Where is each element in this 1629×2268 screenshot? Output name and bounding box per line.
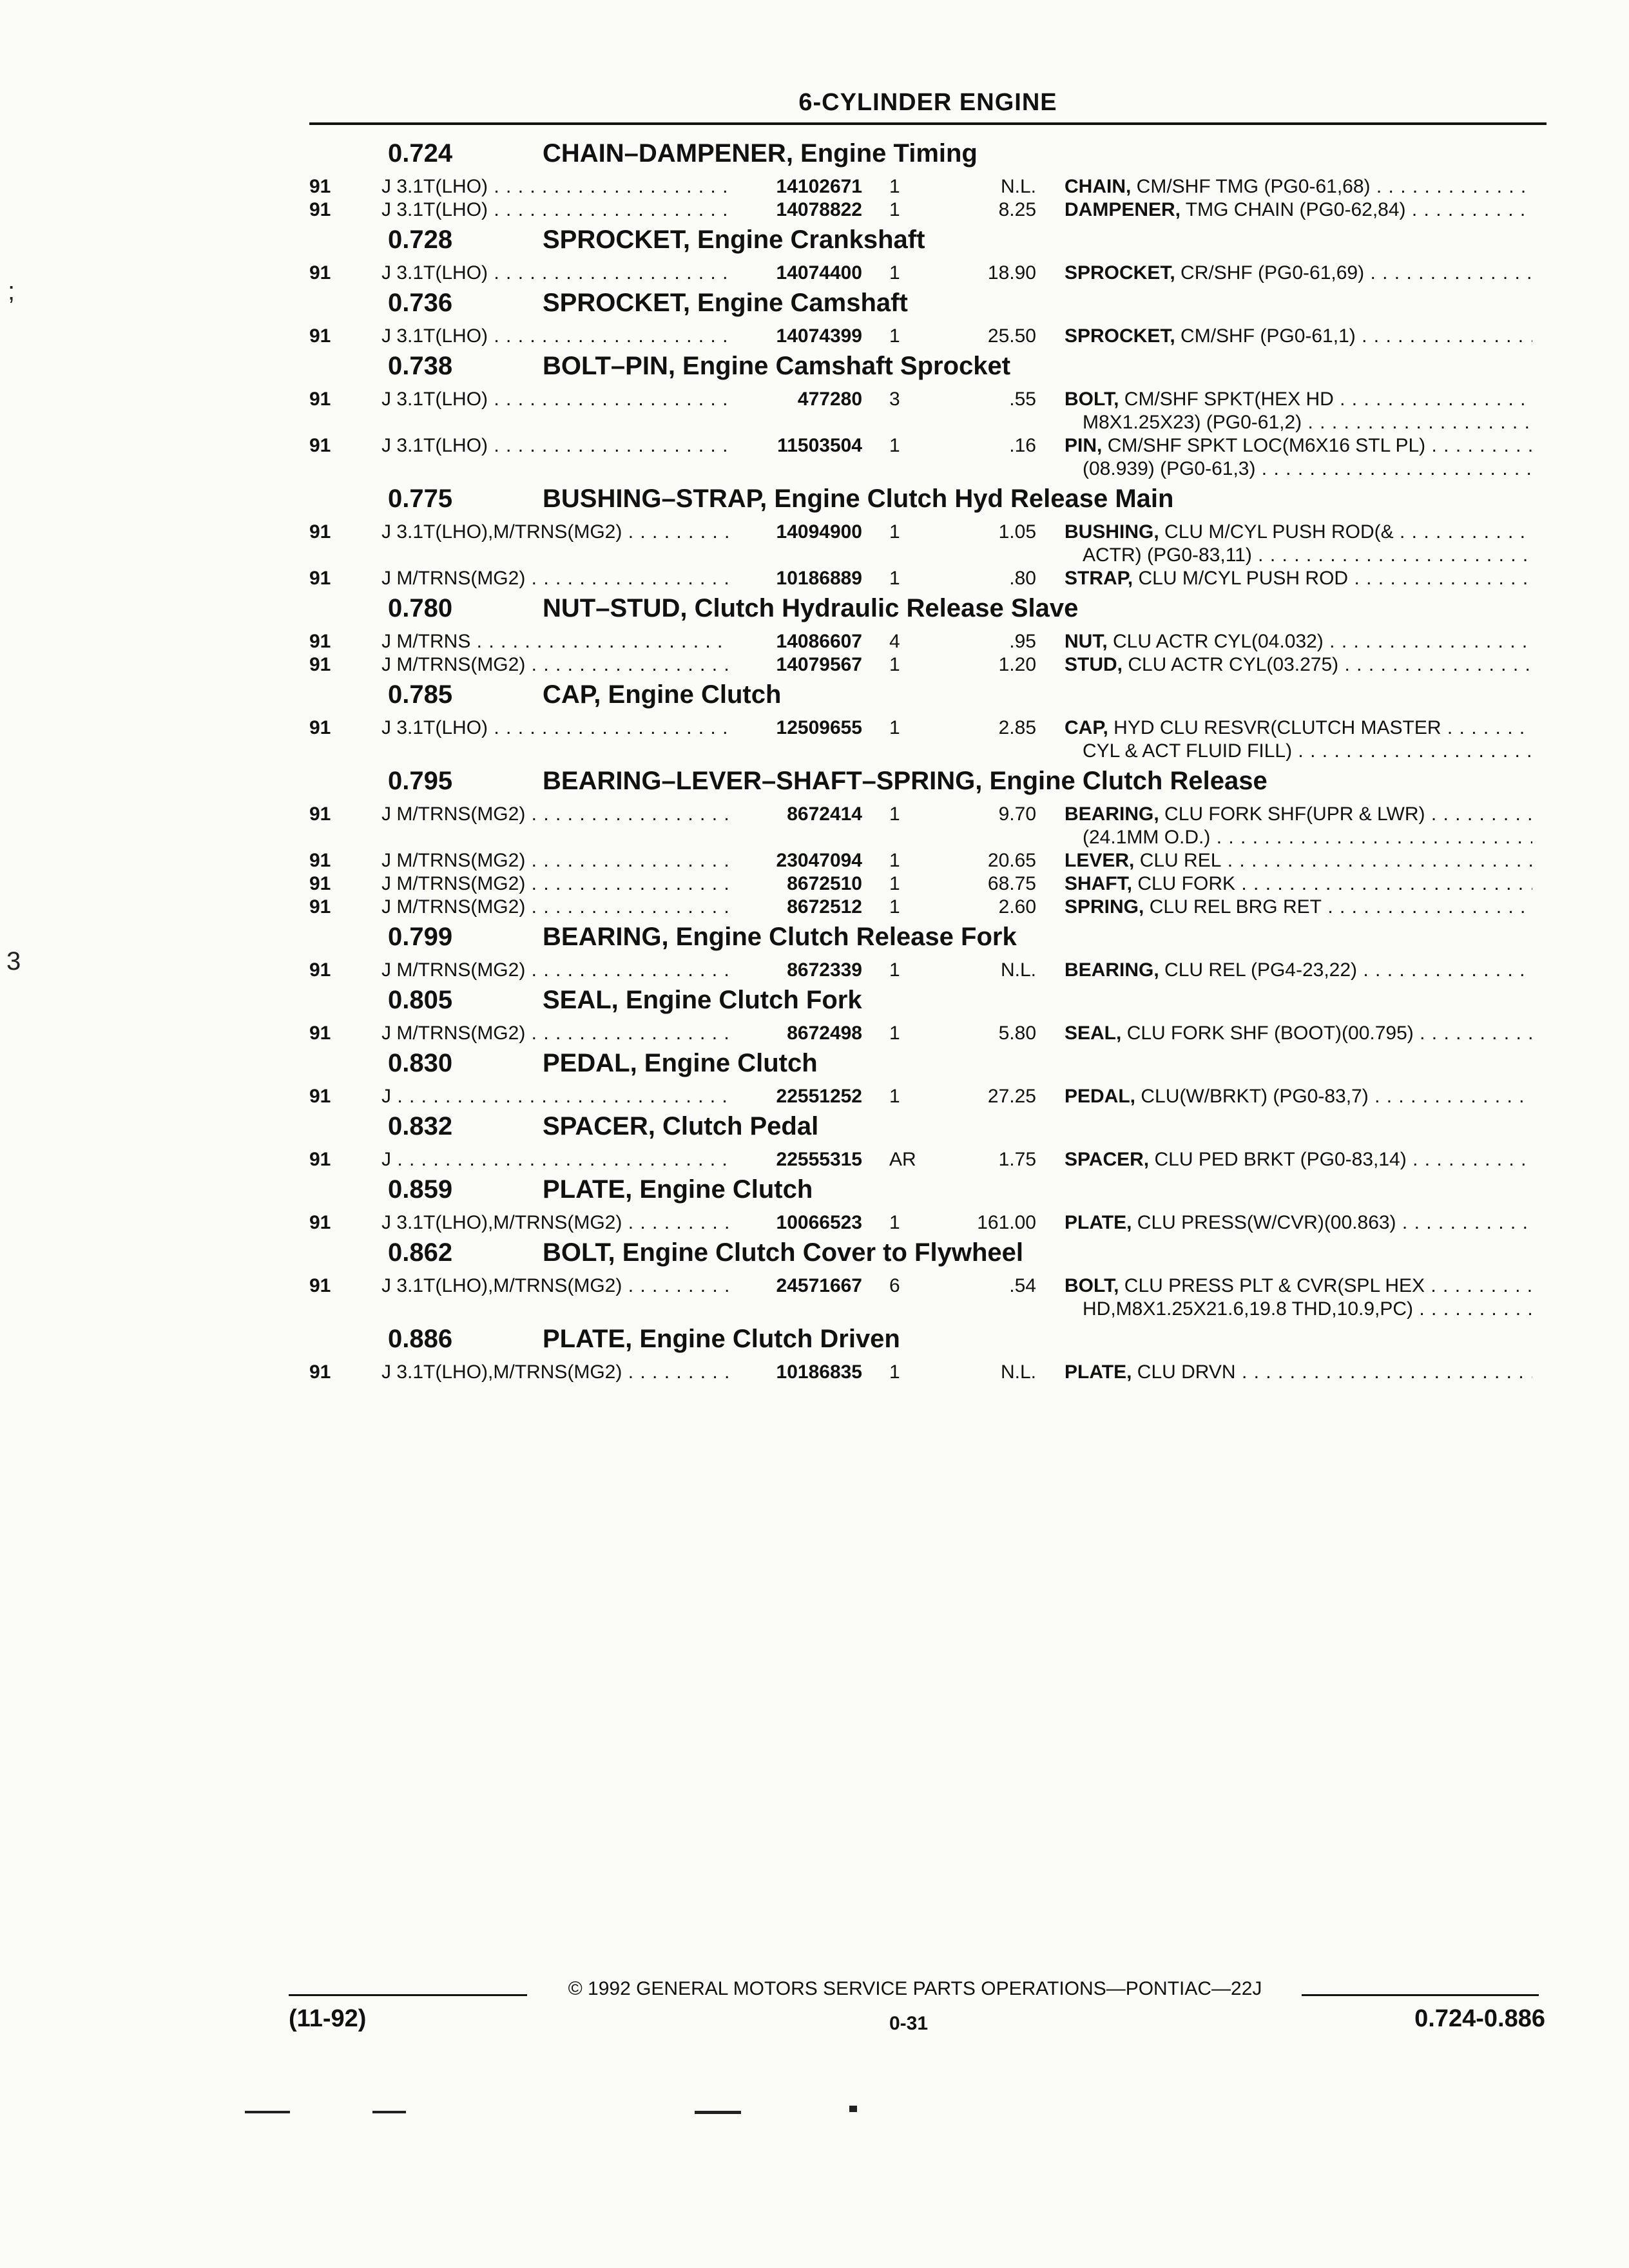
section-title: CHAIN–DAMPENER, Engine Timing: [543, 139, 978, 168]
description-continuation: M8X1.25X23) (PG0-61,2) . . .: [0, 411, 1629, 434]
part-description: STRAP, CLU M/CYL PUSH ROD . . .: [1065, 567, 1532, 590]
quantity: 1: [889, 850, 900, 871]
model-applicability: J 3.1T(LHO),M/TRNS(MG2) . . .: [381, 1361, 729, 1384]
part-row: [0, 849, 1629, 872]
price: 68.75: [987, 873, 1036, 894]
model-applicability: J M/TRNS(MG2) . . .: [381, 1022, 729, 1045]
part-number: 8672414: [780, 803, 862, 826]
catalog-section: [0, 1236, 1629, 1321]
parts-list: [0, 137, 1629, 1385]
scan-artifact: [372, 2111, 406, 2113]
part-row: [0, 896, 1629, 919]
part-description: NUT, CLU ACTR CYL(04.032) . . .: [1065, 630, 1532, 653]
section-number: 0.886: [388, 1325, 453, 1353]
part-number: 14079567: [770, 653, 862, 677]
part-description: LEVER, CLU REL . . .: [1065, 849, 1532, 872]
price: 2.60: [998, 896, 1036, 918]
model-applicability: J . . .: [381, 1148, 729, 1171]
model-applicability: J M/TRNS(MG2) . . .: [381, 803, 729, 826]
part-number: 477280: [791, 388, 862, 411]
part-description: SPACER, CLU PED BRKT (PG0-83,14) . . .: [1065, 1148, 1532, 1171]
model-year: 91: [309, 654, 331, 675]
model-applicability: J M/TRNS(MG2) . . .: [381, 896, 729, 919]
catalog-section: [0, 1173, 1629, 1235]
price: N.L.: [1000, 959, 1036, 981]
scan-artifact: [245, 2111, 290, 2113]
part-description: PIN, CM/SHF SPKT LOC(M6X16 STL PL) . . .: [1065, 434, 1532, 457]
header-rule: [309, 122, 1547, 125]
footer-rule-right: [1302, 1994, 1539, 1996]
footer-rule-left: [289, 1994, 527, 1996]
part-number: 14086607: [770, 630, 862, 653]
section-title: NUT–STUD, Clutch Hydraulic Release Slave: [543, 594, 1079, 622]
quantity: AR: [889, 1149, 916, 1170]
quantity: 3: [889, 389, 900, 410]
model-applicability: J 3.1T(LHO),M/TRNS(MG2) . . .: [381, 1211, 729, 1235]
price: 1.05: [998, 521, 1036, 543]
section-heading: [0, 764, 1629, 803]
section-heading: [0, 678, 1629, 716]
part-row: [0, 198, 1629, 222]
part-description: PEDAL, CLU(W/BRKT) (PG0-83,7) . . .: [1065, 1085, 1532, 1108]
section-heading: [0, 482, 1629, 521]
quantity: 1: [889, 959, 900, 981]
price: 8.25: [998, 199, 1036, 220]
section-number: 0.738: [388, 352, 453, 380]
quantity: 1: [889, 325, 900, 347]
section-number: 0.724: [388, 139, 453, 168]
section-heading: [0, 286, 1629, 325]
model-year: 91: [309, 1149, 331, 1170]
description-continuation: (08.939) (PG0-61,3) . . .: [0, 457, 1629, 481]
part-row: [0, 434, 1629, 457]
model-applicability: J M/TRNS(MG2) . . .: [381, 872, 729, 896]
part-number: 14074399: [770, 325, 862, 348]
footer-page-number: 0-31: [889, 2013, 929, 2034]
part-number: 14078822: [770, 198, 862, 222]
model-applicability: J . . .: [381, 1085, 729, 1108]
price: 161.00: [977, 1212, 1036, 1233]
catalog-section: [0, 349, 1629, 481]
section-number: 0.736: [388, 289, 453, 317]
section-title: PEDAL, Engine Clutch: [543, 1049, 818, 1077]
description-continuation: (24.1MM O.D.) . . .: [0, 826, 1629, 849]
catalog-section: [0, 482, 1629, 590]
part-row: [0, 1361, 1629, 1384]
catalog-section: [0, 1110, 1629, 1171]
section-title: SPACER, Clutch Pedal: [543, 1112, 819, 1140]
quantity: 1: [889, 873, 900, 894]
part-number: 22555315: [770, 1148, 862, 1171]
section-heading: [0, 137, 1629, 175]
model-applicability: J M/TRNS(MG2) . . .: [381, 567, 729, 590]
part-number: 12509655: [770, 716, 862, 740]
part-row: [0, 803, 1629, 826]
section-number: 0.805: [388, 986, 453, 1014]
part-number: 11503504: [771, 434, 862, 457]
section-number: 0.728: [388, 226, 453, 254]
part-row: [0, 1085, 1629, 1108]
part-description: CHAIN, CM/SHF TMG (PG0-61,68) . . .: [1065, 175, 1532, 198]
price: N.L.: [1000, 176, 1036, 197]
section-heading: [0, 1046, 1629, 1085]
catalog-section: [0, 1046, 1629, 1108]
part-description: PLATE, CLU DRVN . . .: [1065, 1361, 1532, 1384]
part-description: SPROCKET, CR/SHF (PG0-61,69) . . .: [1065, 262, 1532, 285]
section-number: 0.775: [388, 485, 453, 513]
section-title: BEARING–LEVER–SHAFT–SPRING, Engine Clutch Release: [543, 767, 1268, 795]
model-year: 91: [309, 176, 331, 197]
part-row: [0, 567, 1629, 590]
section-heading: [0, 223, 1629, 262]
section-number: 0.830: [388, 1049, 453, 1077]
footer-copyright: © 1992 GENERAL MOTORS SERVICE PARTS OPERATIONS—PONTIAC—22J: [568, 1978, 1262, 1999]
page-title: 6-CYLINDER ENGINE: [798, 89, 1057, 116]
section-heading: [0, 1110, 1629, 1148]
model-applicability: J M/TRNS(MG2) . . .: [381, 849, 729, 872]
section-title: SPROCKET, Engine Camshaft: [543, 289, 908, 317]
price: 1.20: [998, 654, 1036, 675]
part-number: 14094900: [770, 521, 862, 544]
price: 25.50: [987, 325, 1036, 347]
catalog-section: [0, 764, 1629, 919]
catalog-section: [0, 983, 1629, 1045]
price: 18.90: [987, 262, 1036, 284]
part-description: SHAFT, CLU FORK . . .: [1065, 872, 1532, 896]
footer-revision-date: (11-92): [289, 2005, 367, 2032]
part-description: SPROCKET, CM/SHF (PG0-61,1) . . .: [1065, 325, 1532, 348]
section-number: 0.785: [388, 680, 453, 709]
quantity: 1: [889, 176, 900, 197]
part-row: [0, 716, 1629, 740]
quantity: 1: [889, 803, 900, 825]
quantity: 1: [889, 896, 900, 918]
part-row: [0, 872, 1629, 896]
catalog-section: [0, 920, 1629, 982]
section-number: 0.780: [388, 594, 453, 622]
catalog-section: [0, 223, 1629, 285]
quantity: 1: [889, 262, 900, 284]
quantity: 1: [889, 1212, 900, 1233]
part-description: DAMPENER, TMG CHAIN (PG0-62,84) . . .: [1065, 198, 1532, 222]
section-heading: [0, 920, 1629, 959]
part-row: [0, 1211, 1629, 1235]
part-description: BEARING, CLU REL (PG4-23,22) . . .: [1065, 959, 1532, 982]
description-continuation: HD,M8X1.25X21.6,19.8 THD,10.9,PC) . . .: [0, 1298, 1629, 1321]
part-row: [0, 262, 1629, 285]
part-description: PLATE, CLU PRESS(W/CVR)(00.863) . . .: [1065, 1211, 1532, 1235]
part-row: [0, 1022, 1629, 1045]
section-title: BEARING, Engine Clutch Release Fork: [543, 923, 1017, 951]
price: .16: [1009, 435, 1036, 456]
section-number: 0.799: [388, 923, 453, 951]
section-number: 0.795: [388, 767, 453, 795]
part-number: 8672512: [780, 896, 862, 919]
section-heading: [0, 1322, 1629, 1361]
model-applicability: J 3.1T(LHO) . . .: [381, 325, 729, 348]
model-applicability: J 3.1T(LHO) . . .: [381, 262, 729, 285]
part-number: 24571667: [770, 1274, 862, 1298]
catalog-section: [0, 678, 1629, 763]
quantity: 1: [889, 521, 900, 543]
section-heading: [0, 1236, 1629, 1274]
part-row: [0, 630, 1629, 653]
quantity: 6: [889, 1275, 900, 1296]
price: 5.80: [998, 1023, 1036, 1044]
margin-mark-bottom: 3: [6, 947, 21, 975]
part-number: 8672339: [780, 959, 862, 982]
section-title: BOLT, Engine Clutch Cover to Flywheel: [543, 1238, 1023, 1267]
quantity: 4: [889, 631, 900, 652]
part-number: 14074400: [770, 262, 862, 285]
price: 20.65: [987, 850, 1036, 871]
model-year: 91: [309, 262, 331, 284]
model-year: 91: [309, 325, 331, 347]
model-year: 91: [309, 568, 331, 589]
catalog-section: [0, 286, 1629, 348]
footer-item-range: 0.724-0.886: [1414, 2005, 1545, 2032]
model-year: 91: [309, 199, 331, 220]
part-number: 23047094: [770, 849, 862, 872]
quantity: 1: [889, 199, 900, 220]
part-number: 10066523: [770, 1211, 862, 1235]
part-row: [0, 1148, 1629, 1171]
model-year: 91: [309, 717, 331, 738]
model-year: 91: [309, 873, 331, 894]
model-applicability: J 3.1T(LHO) . . .: [381, 175, 729, 198]
model-applicability: J 3.1T(LHO) . . .: [381, 716, 729, 740]
part-number: 8672498: [780, 1022, 862, 1045]
margin-mark-top: ;: [8, 277, 15, 305]
model-applicability: J 3.1T(LHO) . . .: [381, 198, 729, 222]
model-year: 91: [309, 850, 331, 871]
section-heading: [0, 983, 1629, 1022]
catalog-section: [0, 137, 1629, 222]
scan-artifact: [695, 2111, 741, 2114]
model-year: 91: [309, 1086, 331, 1107]
part-row: [0, 325, 1629, 348]
model-applicability: J 3.1T(LHO),M/TRNS(MG2) . . .: [381, 521, 729, 544]
part-row: [0, 653, 1629, 677]
part-description: SPRING, CLU REL BRG RET . . .: [1065, 896, 1532, 919]
model-applicability: J 3.1T(LHO) . . .: [381, 434, 729, 457]
model-year: 91: [309, 896, 331, 918]
quantity: 1: [889, 1086, 900, 1107]
section-title: PLATE, Engine Clutch Driven: [543, 1325, 900, 1353]
model-applicability: J M/TRNS . . .: [381, 630, 729, 653]
model-applicability: J M/TRNS(MG2) . . .: [381, 653, 729, 677]
model-year: 91: [309, 521, 331, 543]
quantity: 1: [889, 717, 900, 738]
model-year: 91: [309, 435, 331, 456]
part-row: [0, 1274, 1629, 1298]
price: .54: [1009, 1275, 1036, 1296]
section-title: BOLT–PIN, Engine Camshaft Sprocket: [543, 352, 1011, 380]
model-year: 91: [309, 959, 331, 981]
section-title: PLATE, Engine Clutch: [543, 1175, 813, 1204]
section-number: 0.832: [388, 1112, 453, 1140]
model-year: 91: [309, 803, 331, 825]
model-applicability: J M/TRNS(MG2) . . .: [381, 959, 729, 982]
scan-artifact: [849, 2106, 857, 2112]
price: 2.85: [998, 717, 1036, 738]
model-applicability: J 3.1T(LHO),M/TRNS(MG2) . . .: [381, 1274, 729, 1298]
part-description: CAP, HYD CLU RESVR(CLUTCH MASTER . . .: [1065, 716, 1532, 740]
price: 1.75: [998, 1149, 1036, 1170]
section-heading: [0, 349, 1629, 388]
catalog-section: [0, 591, 1629, 677]
section-number: 0.859: [388, 1175, 453, 1204]
section-title: SPROCKET, Engine Crankshaft: [543, 226, 925, 254]
part-description: BUSHING, CLU M/CYL PUSH ROD(& . . .: [1065, 521, 1532, 544]
quantity: 1: [889, 654, 900, 675]
price: 9.70: [998, 803, 1036, 825]
part-description: BOLT, CM/SHF SPKT(HEX HD . . .: [1065, 388, 1532, 411]
quantity: 1: [889, 1023, 900, 1044]
section-number: 0.862: [388, 1238, 453, 1267]
quantity: 1: [889, 435, 900, 456]
part-number: 10186889: [770, 567, 862, 590]
quantity: 1: [889, 1361, 900, 1383]
model-year: 91: [309, 1023, 331, 1044]
model-year: 91: [309, 631, 331, 652]
model-year: 91: [309, 1212, 331, 1233]
part-row: [0, 175, 1629, 198]
model-year: 91: [309, 1275, 331, 1296]
quantity: 1: [889, 568, 900, 589]
part-description: SEAL, CLU FORK SHF (BOOT)(00.795) . . .: [1065, 1022, 1532, 1045]
price: .80: [1009, 568, 1036, 589]
price: N.L.: [1000, 1361, 1036, 1383]
catalog-section: [0, 1322, 1629, 1384]
model-applicability: J 3.1T(LHO) . . .: [381, 388, 729, 411]
part-number: 8672510: [780, 872, 862, 896]
part-row: [0, 959, 1629, 982]
model-year: 91: [309, 1361, 331, 1383]
part-number: 10186835: [770, 1361, 862, 1384]
price: 27.25: [987, 1086, 1036, 1107]
part-number: 14102671: [770, 175, 862, 198]
model-year: 91: [309, 389, 331, 410]
part-number: 22551252: [770, 1085, 862, 1108]
part-row: [0, 521, 1629, 544]
section-heading: [0, 1173, 1629, 1211]
part-description: STUD, CLU ACTR CYL(03.275) . . .: [1065, 653, 1532, 677]
section-title: BUSHING–STRAP, Engine Clutch Hyd Release Main: [543, 485, 1174, 513]
part-description: BEARING, CLU FORK SHF(UPR & LWR) . . .: [1065, 803, 1532, 826]
price: .55: [1009, 389, 1036, 410]
description-continuation: CYL & ACT FLUID FILL) . . .: [0, 740, 1629, 763]
section-title: CAP, Engine Clutch: [543, 680, 782, 709]
section-heading: [0, 591, 1629, 630]
part-row: [0, 388, 1629, 411]
description-continuation: ACTR) (PG0-83,11) . . .: [0, 544, 1629, 567]
section-title: SEAL, Engine Clutch Fork: [543, 986, 862, 1014]
price: .95: [1009, 631, 1036, 652]
part-description: BOLT, CLU PRESS PLT & CVR(SPL HEX . . .: [1065, 1274, 1532, 1298]
